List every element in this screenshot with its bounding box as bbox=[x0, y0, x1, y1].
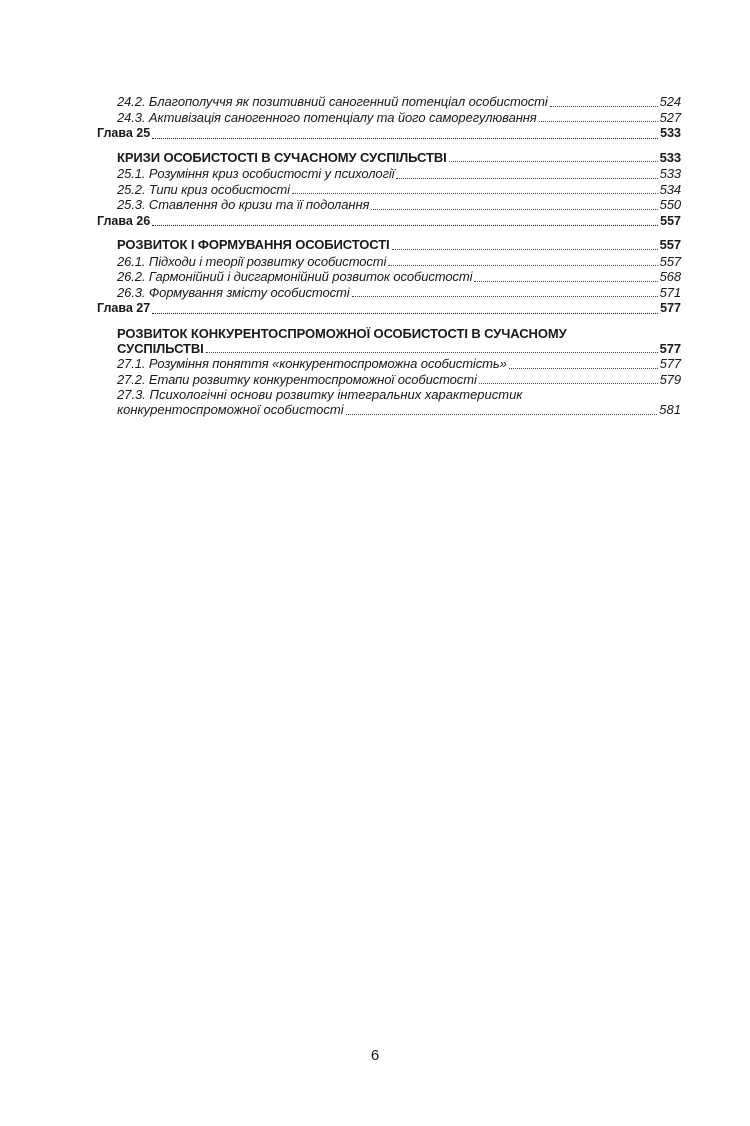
toc-entry-title: 25.2. Типи криз особистості bbox=[117, 181, 290, 197]
toc-entry-title: 24.3. Активізація саногенного потенціалу та його саморегулювання bbox=[117, 109, 537, 125]
dot-leader bbox=[396, 177, 657, 179]
toc-entry-title: 27.3. Психологічні основи розвитку інтегральних характеристик bbox=[117, 387, 523, 402]
toc-entry-page: 571 bbox=[659, 284, 681, 300]
dot-leader bbox=[371, 208, 657, 210]
toc-entry-page: 534 bbox=[659, 181, 681, 197]
toc-entry-title-continued: конкурентоспроможної особистості bbox=[117, 402, 344, 417]
toc-entry-page: 533 bbox=[659, 166, 681, 181]
dot-leader bbox=[474, 280, 657, 282]
toc-entry-24-3 bbox=[97, 110, 681, 126]
dot-leader bbox=[509, 367, 658, 369]
toc-entry-26-3 bbox=[97, 285, 681, 301]
toc-entry-title: 25.3. Ставлення до кризи та її подолання bbox=[117, 197, 370, 212]
section-title-continued: СУСПІЛЬСТВІ bbox=[117, 340, 204, 356]
dot-leader bbox=[449, 160, 658, 162]
toc-section-27 bbox=[97, 326, 681, 357]
toc-entry-25-2 bbox=[97, 182, 681, 198]
toc-chapter-25 bbox=[97, 126, 681, 142]
toc-entry-page: 581 bbox=[659, 402, 681, 417]
toc-section-25 bbox=[97, 150, 681, 166]
chapter-page: 533 bbox=[660, 126, 681, 140]
dot-leader bbox=[479, 382, 658, 384]
dot-leader bbox=[206, 351, 658, 353]
dot-leader bbox=[152, 312, 658, 314]
toc-entry-page: 524 bbox=[659, 94, 681, 109]
chapter-title: Глава 27 bbox=[97, 301, 151, 315]
dot-leader bbox=[152, 224, 658, 226]
chapter-title: Глава 26 bbox=[97, 213, 151, 228]
section-page: 557 bbox=[659, 237, 681, 252]
toc-entry-25-3 bbox=[97, 197, 681, 213]
section-title: РОЗВИТОК І ФОРМУВАННЯ ОСОБИСТОСТІ bbox=[117, 237, 390, 252]
toc-entry-title: 27.2. Етапи розвитку конкурентоспроможної особистості bbox=[117, 371, 477, 387]
chapter-title: Глава 25 bbox=[97, 126, 151, 140]
page-number: 6 bbox=[370, 1047, 380, 1064]
toc-entry-27-1 bbox=[97, 356, 681, 372]
dot-leader bbox=[392, 248, 658, 250]
toc-entry-title: 26.3. Формування змісту особистості bbox=[117, 284, 350, 300]
section-title: РОЗВИТОК КОНКУРЕНТОСПРОМОЖНОЇ ОСОБИСТОСТІ В СУЧАСНОМУ bbox=[117, 325, 567, 341]
dot-leader bbox=[550, 105, 658, 107]
chapter-page: 557 bbox=[660, 213, 681, 228]
toc-entry-page: 579 bbox=[659, 371, 681, 387]
dot-leader bbox=[346, 413, 658, 415]
toc-entry-title: 24.2. Благополуччя як позитивний саногенний потенціал особистості bbox=[117, 94, 548, 109]
toc-entry-27-3 bbox=[97, 387, 681, 418]
section-title: КРИЗИ ОСОБИСТОСТІ В СУЧАСНОМУ СУСПІЛЬСТВІ bbox=[117, 149, 447, 165]
section-page: 577 bbox=[659, 340, 681, 356]
toc-entry-page: 550 bbox=[659, 197, 681, 212]
toc-section-26 bbox=[97, 237, 681, 253]
toc-entry-page: 527 bbox=[659, 109, 681, 125]
dot-leader bbox=[152, 137, 658, 139]
toc-chapter-26 bbox=[97, 214, 681, 230]
dot-leader bbox=[352, 295, 658, 297]
toc-entry-26-2 bbox=[97, 269, 681, 285]
toc-entry-24-2 bbox=[97, 94, 681, 110]
toc-entry-25-1 bbox=[97, 166, 681, 182]
toc-entry-title: 27.1. Розуміння поняття «конкурентоспроможна особистість» bbox=[117, 356, 507, 371]
toc-entry-title: 25.1. Розуміння криз особистості у психології bbox=[117, 166, 395, 181]
toc-entry-27-2 bbox=[97, 372, 681, 388]
toc-chapter-27 bbox=[97, 301, 681, 317]
dot-leader bbox=[388, 264, 657, 266]
dot-leader bbox=[292, 192, 658, 194]
toc-entry-page: 568 bbox=[659, 269, 681, 284]
dot-leader bbox=[539, 120, 658, 122]
toc-entry-title: 26.2. Гармонійний і дисгармонійний розвиток особистості bbox=[117, 269, 473, 284]
toc-entry-title: 26.1. Підходи і теорії розвитку особистості bbox=[117, 253, 387, 269]
table-of-contents bbox=[97, 94, 681, 418]
section-page: 533 bbox=[659, 149, 681, 165]
toc-entry-26-1 bbox=[97, 254, 681, 270]
toc-entry-page: 557 bbox=[659, 253, 681, 269]
toc-entry-page: 577 bbox=[659, 356, 681, 371]
chapter-page: 577 bbox=[660, 301, 681, 315]
